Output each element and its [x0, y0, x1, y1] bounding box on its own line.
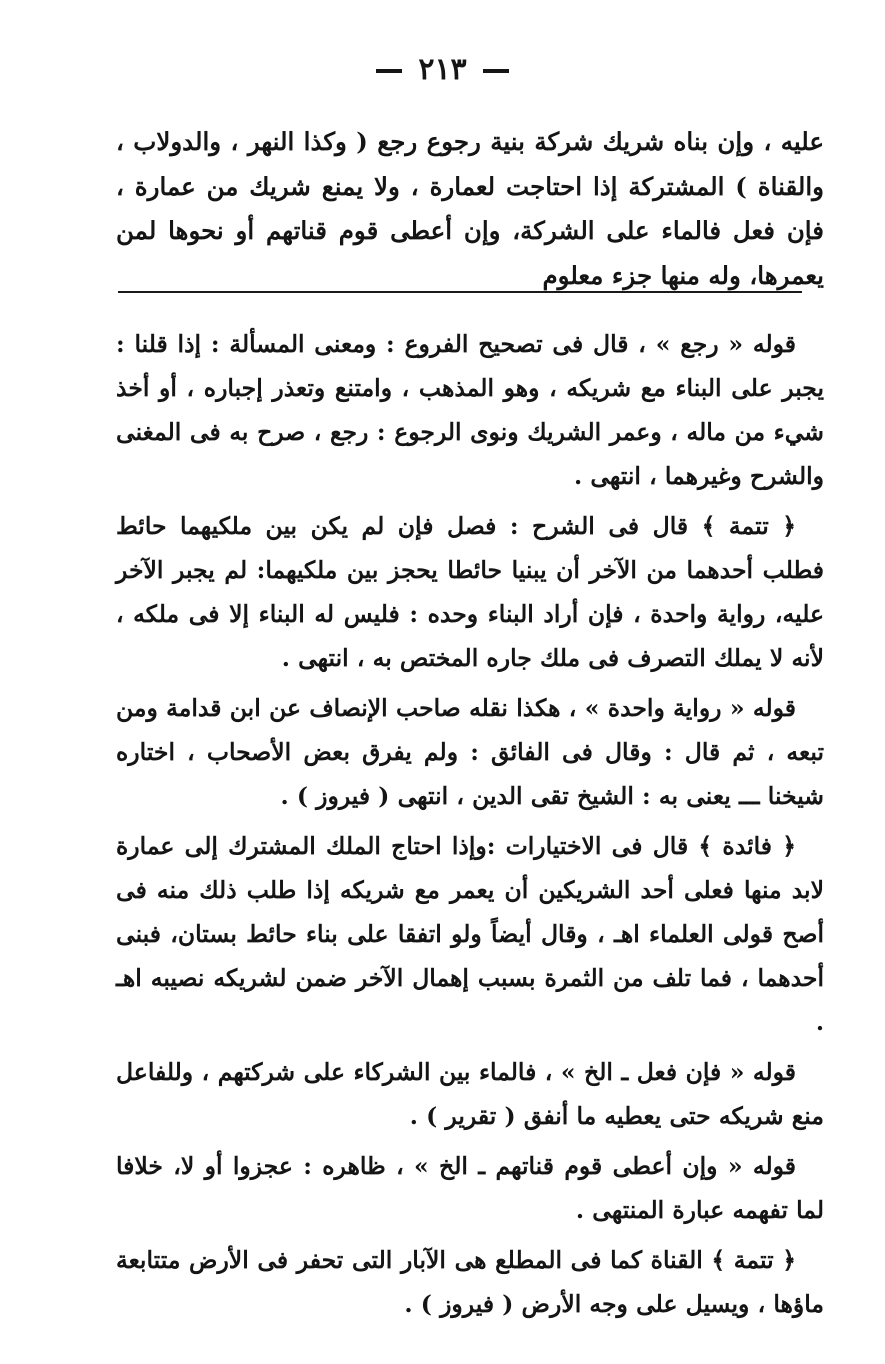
page-header [0, 52, 885, 87]
header-dash-left [376, 69, 402, 73]
main-paragraph: عليه ، وإن بناه شريك شركة بنية رجوع رجع ( وكذا النهر ، والدولاب ، والقناة ) المشتركة إذا احتاجت لعمارة ، ولا يمنع شريك من عمارة ، فإن فعل فالماء على الشركة، وإن أعطى قوم قناتهم أو نحوها لمن يعمرها، وله منها جزء معلوم [116, 127, 824, 290]
note-2 [116, 504, 824, 680]
note-7-lead: ﴿ تتمة ﴾ [711, 1246, 797, 1274]
note-6 [116, 1144, 824, 1232]
note-5-lead: قوله « فإن فعل ـ الخ » [560, 1058, 797, 1086]
commentary-notes [116, 322, 824, 1332]
note-5-text: ، فالماء بين الشركاء على شركتهم ، وللفاعل منع شريكه حتى يعطيه ما أنفق ( تقرير ) . [116, 1058, 824, 1130]
note-1-text: ، قال فى تصحيح الفروع : ومعنى المسألة : إذا قلنا : يجبر على البناء مع شريكه ، وهو المذهب ، وامتنع وتعذر إجباره ، أو أخذ شيء من ماله ، وعمر الشريك ونوى الرجوع : رجع ، صرح به فى المغنى والشرح وغيرهما ، انتهى . [116, 330, 824, 490]
note-3-text: ، هكذا نقله صاحب الإنصاف عن ابن قدامة ومن تبعه ، ثم قال : وقال فى الفائق : ولم يفرق بعض الأصحاب ، اختاره شيخنا ـــ يعنى به : الشيخ تقى الدين ، انتهى ( فيروز ) . [116, 694, 824, 810]
note-1 [116, 322, 824, 498]
note-3-lead: قوله « رواية واحدة » [584, 694, 797, 722]
note-7-text: القناة كما فى المطلع هى الآبار التى تحفر فى الأرض متتابعة ماؤها ، ويسيل على وجه الأرض ( فيروز ) . [116, 1246, 824, 1318]
main-text-block [116, 120, 824, 298]
note-6-text: ، ظاهره : عجزوا أو لا، خلافا لما تفهمه عبارة المنتهى . [116, 1152, 824, 1224]
note-3 [116, 686, 824, 818]
note-7 [116, 1238, 824, 1326]
note-4-lead: ﴿ فائدة ﴾ [698, 832, 797, 860]
note-1-lead: قوله « رجع » [655, 330, 797, 358]
note-5 [116, 1050, 824, 1138]
note-4 [116, 824, 824, 1044]
note-4-text: قال فى الاختيارات :وإذا احتاج الملك المشترك إلى عمارة لابد منها فعلى أحد الشريكين أن يعمر مع شريكه إذا طلب ذلك منه فى أصح قولى العلماء اهـ ، وقال أيضاً ولو اتفقا على بناء حائط بستان، فبنى أحدهما ، فما تلف من الثمرة بسبب إهمال الآخر ضمن لشريكه نصيبه اهـ . [116, 832, 824, 1036]
note-2-text: قال فى الشرح : فصل فإن لم يكن بين ملكيهما حائط فطلب أحدهما من الآخر أن يبنيا حائطا يحجز بين ملكيهما: لم يجبر الآخر عليه، رواية واحدة ، فإن أراد البناء وحده : فليس له البناء إلا فى ملكه ، لأنه لا يملك التصرف فى ملك جاره المختص به ، انتهى . [116, 512, 824, 672]
footnote-separator [118, 291, 802, 293]
note-6-lead: قوله « وإن أعطى قوم قناتهم ـ الخ » [414, 1152, 796, 1180]
header-dash-right [483, 69, 509, 73]
note-2-lead: ﴿ تتمة ﴾ [701, 512, 797, 540]
page-number: ٢١٣ [418, 52, 467, 87]
